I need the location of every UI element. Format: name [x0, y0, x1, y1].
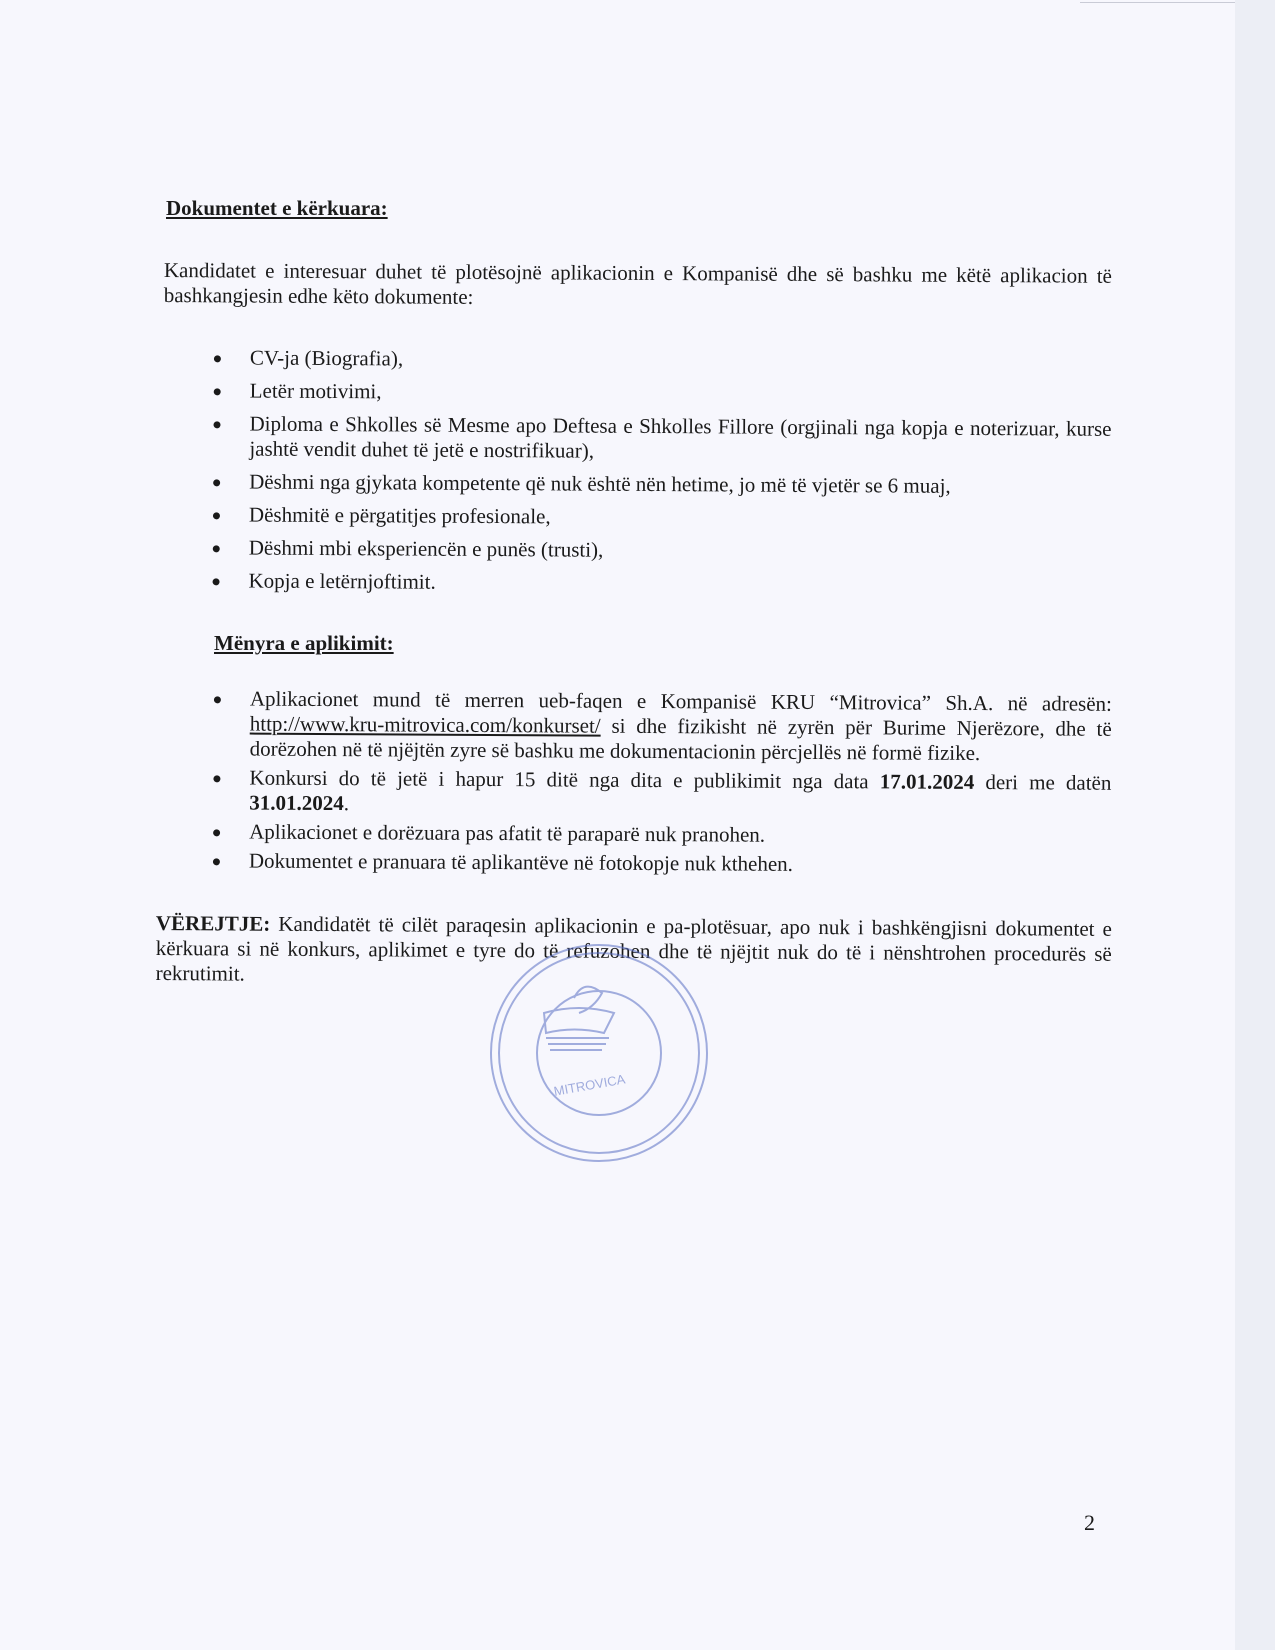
bullet-icon	[214, 696, 221, 703]
list-item: Dokumentet e pranuara të aplikantëve në fotokopje nuk kthehen.	[213, 848, 1111, 878]
application-method-heading: Mënyra e aplikimit:	[214, 631, 394, 655]
bullet-icon	[213, 512, 220, 519]
list-item: Diploma e Shkolles së Mesme apo Deftesa e Shkolles Fillore (orgjinali nga kopja e noterizuar, kurse jashtë vendit duhet të jetë e nostrifikuar),	[213, 411, 1111, 466]
bullet-icon	[214, 388, 221, 395]
list-item: Aplikacionet e dorëzuara pas afatit të paraparë nuk pranohen.	[213, 819, 1111, 849]
scan-top-line	[1080, 2, 1240, 3]
start-date: 17.01.2024	[879, 769, 975, 794]
bullet-icon	[213, 479, 220, 486]
required-documents-heading: Dokumentet e kërkuara:	[166, 196, 388, 220]
scan-edge	[1235, 0, 1275, 1650]
bullet-icon	[213, 829, 220, 836]
bullet-icon	[213, 421, 220, 428]
list-item: Dëshmitë e përgatitjes profesionale,	[213, 502, 1111, 532]
required-documents-list	[160, 345, 1111, 599]
bullet-icon	[213, 545, 220, 552]
bullet-icon	[213, 775, 220, 782]
page-number: 2	[1084, 1510, 1095, 1535]
list-item: Konkursi do të jetë i hapur 15 ditë nga dita e publikimit nga data 17.01.2024 deri me datën 31.01.2024.	[213, 765, 1111, 820]
document-content	[155, 196, 1112, 986]
stamp-city-text: MITROVICA	[552, 1071, 627, 1099]
bullet-icon	[213, 578, 220, 585]
list-item: Dëshmi mbi eksperiencën e punës (trusti),	[213, 535, 1111, 565]
list-item: CV-ja (Biografia),	[214, 345, 1112, 375]
bullet-icon	[214, 355, 221, 362]
end-date: 31.01.2024	[249, 790, 344, 816]
konkurset-link[interactable]: http://www.kru-mitrovica.com/konkurset/	[249, 711, 601, 738]
list-item: Dëshmi nga gjykata kompetente që nuk është nën hetime, jo më të vjetër se 6 muaj,	[213, 469, 1111, 499]
list-item: Kopja e letërnjoftimit.	[212, 568, 1110, 598]
note-text: Kandidatët të cilët paraqesin aplikacionin e pa-plotësuar, apo nuk i bashkëngjisni dokumentet e kërkuara si në konkurs, aplikimet e tyre do të refuzohen dhe të njëjtit nuk do të i nënshtrohen procedurës së rekrutimit.	[155, 911, 1112, 986]
list-item: Aplikacionet mund të merren ueb-faqen e Kompanisë KRU “Mitrovica” Sh.A. në adresën: http://www.kru-mitrovica.com/konkurset/ si dhe fizikisht në zyrën për Burime Njerëzore, dhe të dorëzohen në të njëjtën zyre së bashku me dokumentacionin përcjellës në formë fizike.	[214, 686, 1112, 766]
intro-paragraph: Kandidatet e interesuar duhet të plotësojnë aplikacionin e Kompanisë dhe së bashku me këtë aplikacion të bashkangjesin edhe këto dokumente:	[163, 258, 1112, 309]
list-item: Letër motivimi,	[214, 378, 1112, 408]
note-label: VËREJTJE:	[155, 911, 271, 936]
company-stamp-icon	[484, 938, 714, 1168]
application-method-list	[161, 686, 1112, 879]
bullet-icon	[213, 858, 220, 865]
